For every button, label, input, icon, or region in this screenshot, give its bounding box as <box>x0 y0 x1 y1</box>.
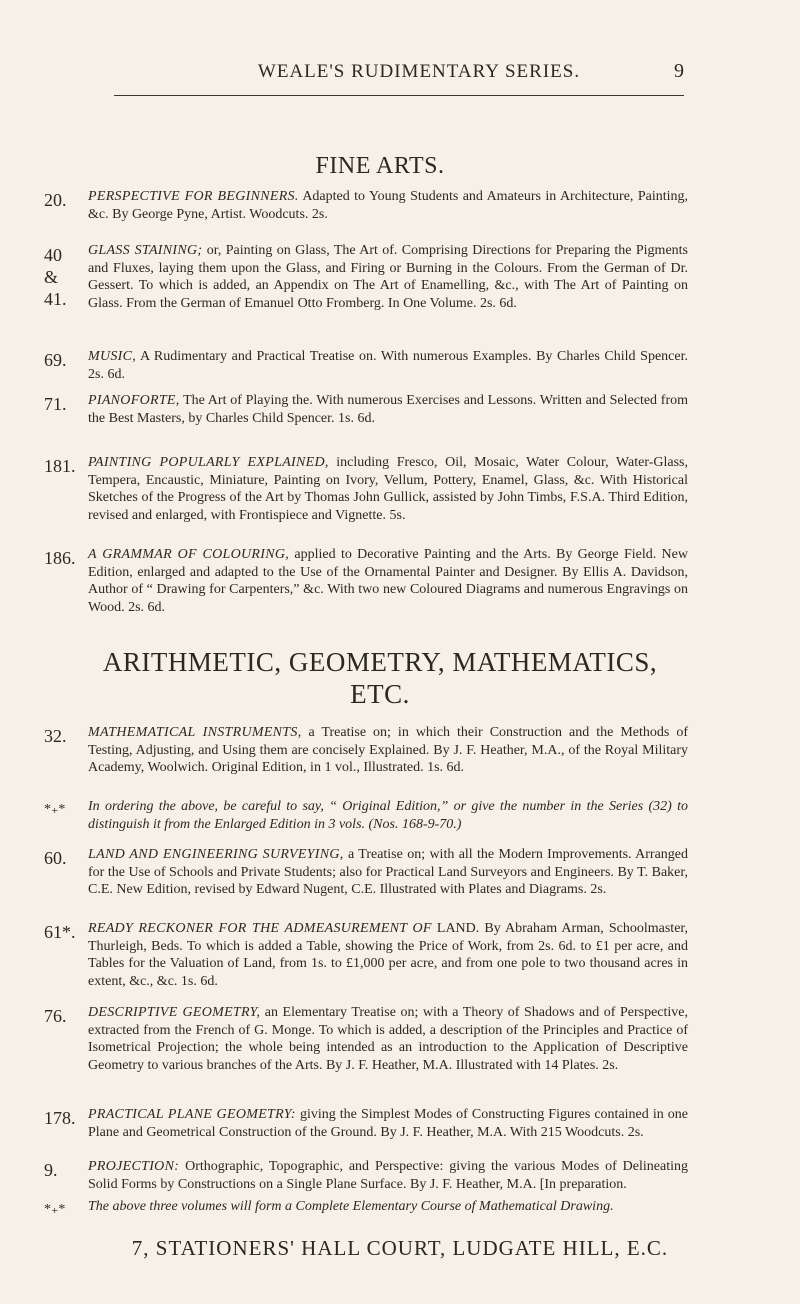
entry-number: 61*. <box>44 922 76 942</box>
entry-pianoforte <box>44 392 688 427</box>
entry-land-engineering-surveying <box>44 846 688 899</box>
entry-text: giving the Simplest Modes of Constructing Figures contained in one Plane and Geometrical Construction of the Ground. By J. F. Heather, M.A. With 215 Woodcuts. 2s. <box>88 1107 688 1140</box>
entry-text: applied to Decorative Painting and the Arts. By George Field. New Edition, enlarged and adapted to the Use of the Ornamental Painter and Designer. By Ellis A. Davidson, Author of “ Drawing for Carpenters,” &c. With two new Coloured Diagrams and numerous Engravings on Wood. 2s. 6d. <box>88 547 688 615</box>
entry-number: 60. <box>44 848 67 868</box>
entry-grammar-of-colouring <box>44 546 688 616</box>
entry-title: PIANOFORTE, <box>88 393 180 408</box>
section-heading-fine-arts: FINE ARTS. <box>315 153 445 179</box>
entry-text: a Treatise on; with all the Modern Improvements. Arranged for the Use of Schools and Private Students; also for Practical Land Surveyors and Engineers. By T. Baker, C.E. New Edition, revised by Edward Nugent, C.E. Illustrated with Plates and Diagrams. 2s. <box>88 847 688 898</box>
entry-projection <box>44 1158 688 1193</box>
running-title: WEALE'S RUDIMENTARY SERIES. <box>257 61 581 82</box>
entry-title: READY RECKONER FOR THE ADMEASUREMENT OF <box>88 921 432 936</box>
publisher-address: 7, STATIONERS' HALL COURT, LUDGATE HILL, E.C. <box>131 1236 669 1260</box>
entry-text: a Treatise on; in which their Construction and the Methods of Testing, Adjusting, and Using them are concisely Explained. By J. F. Heather, M.A., of the Royal Military Academy, Woolwich. Original Edition, in 1 vol., Illustrated. 1s. 6d. <box>88 725 688 776</box>
entry-number: 40 & 41. <box>44 245 67 309</box>
entry-music <box>44 348 688 383</box>
entry-number: 186. <box>44 548 76 568</box>
entry-descriptive-geometry <box>44 1004 688 1074</box>
entry-text: or, Painting on Glass, The Art of. Comprising Directions for Preparing the Pigments and Fluxes, laying them upon the Glass, and Firing or Burning in the Colours. From the German of Dr. Gessert. To which is added, an Appendix on The Art of Enamelling, &c., with The Art of Painting on Glass. From the German of Emanuel Otto Fromberg. In One Volume. 2s. 6d. <box>88 243 688 311</box>
entry-text: Adapted to Young Students and Amateurs in Architecture, Painting, &c. By George Pyne, Artist. Woodcuts. 2s. <box>88 189 688 222</box>
note-text: In ordering the above, be careful to say, “ Original Edition,” or give the number in the Series (32) to distinguish it from the Enlarged Edition in 3 vols. (Nos. 168-9-70.) <box>88 799 688 832</box>
note-text: The above three volumes will form a Complete Elementary Course of Mathematical Drawing. <box>88 1199 614 1214</box>
entry-title: GLASS STAINING; <box>88 243 203 258</box>
note-marker: *₊* <box>44 1202 66 1217</box>
note-marker: *₊* <box>44 802 66 817</box>
entry-practical-plane-geometry <box>44 1106 688 1141</box>
entry-number: 76. <box>44 1006 67 1026</box>
entry-perspective <box>44 188 688 223</box>
entry-text: LAND. By Abraham Arman, Schoolmaster, Thurleigh, Beds. To which is added a Table, showing the Price of Work, from 2s. 6d. to £1 per acre, and Tables for the Valuation of Land, from 1s. to £1,000 per acre, and from one pole to two thousand acres in extent, &c., &c. 1s. 6d. <box>88 921 689 989</box>
entry-ready-reckoner <box>44 920 688 990</box>
header-rule <box>114 95 684 96</box>
entry-title: PROJECTION: <box>88 1159 180 1174</box>
entry-number: 32. <box>44 726 67 746</box>
entry-number: 20. <box>44 190 67 210</box>
entry-text: Orthographic, Topographic, and Perspective: giving the various Modes of Delineating Solid Forms by Constructions on a Single Plane Surface. By J. F. Heather, M.A. [In preparation. <box>88 1159 688 1192</box>
entry-ordering-note <box>44 798 688 833</box>
entry-number: 181. <box>44 456 76 476</box>
entry-text: an Elementary Treatise on; with a Theory of Shadows and of Perspective, extracted from the French of G. Monge. To which is added, a description of the Principles and Practice of Isometrical Projection; the whole being intended as an introduction to the Application of Descriptive Geometry to various branches of the Arts. By J. F. Heather, M.A. Illustrated with 14 Plates. 2s. <box>88 1005 689 1073</box>
entry-title: DESCRIPTIVE GEOMETRY, <box>88 1005 261 1020</box>
entry-glass-staining <box>44 242 688 312</box>
entry-painting-popularly-explained <box>44 454 688 524</box>
section-heading-mathematics: ARITHMETIC, GEOMETRY, MATHEMATICS, ETC. <box>102 647 658 709</box>
running-head <box>114 60 684 83</box>
entry-title: PERSPECTIVE FOR BEGINNERS. <box>88 189 299 204</box>
page-number: 9 <box>674 60 684 82</box>
entry-text: A Rudimentary and Practical Treatise on. With numerous Examples. By Charles Child Spencer. 2s. 6d. <box>88 349 688 382</box>
entry-number: 178. <box>44 1108 76 1128</box>
entry-title: A GRAMMAR OF COLOURING, <box>88 547 290 562</box>
entry-text: including Fresco, Oil, Mosaic, Water Colour, Water-Glass, Tempera, Encaustic, Miniature, Painting on Ivory, Vellum, Pottery, Enamel, Glass, &c. With Historical Sketches of the Progress of the Art by Thomas John Gullick, assisted by John Timbs, F.S.A. Third Edition, revised and enlarged, with Frontispiece and Vignette. 5s. <box>88 455 688 523</box>
entry-title: MATHEMATICAL INSTRUMENTS, <box>88 725 302 740</box>
entry-mathematical-instruments <box>44 724 688 777</box>
entry-title: PAINTING POPULARLY EXPLAINED, <box>88 455 329 470</box>
entry-title: PRACTICAL PLANE GEOMETRY: <box>88 1107 296 1122</box>
entry-title: MUSIC, <box>88 349 137 364</box>
entry-title: LAND AND ENGINEERING SURVEYING, <box>88 847 344 862</box>
entry-complete-course-note <box>44 1198 688 1216</box>
entry-text: The Art of Playing the. With numerous Exercises and Lessons. Written and Selected from the Best Masters, by Charles Child Spencer. 1s. 6d. <box>88 393 688 426</box>
entry-number: 71. <box>44 394 67 414</box>
entry-number: 69. <box>44 350 67 370</box>
entry-number: 9. <box>44 1160 58 1180</box>
